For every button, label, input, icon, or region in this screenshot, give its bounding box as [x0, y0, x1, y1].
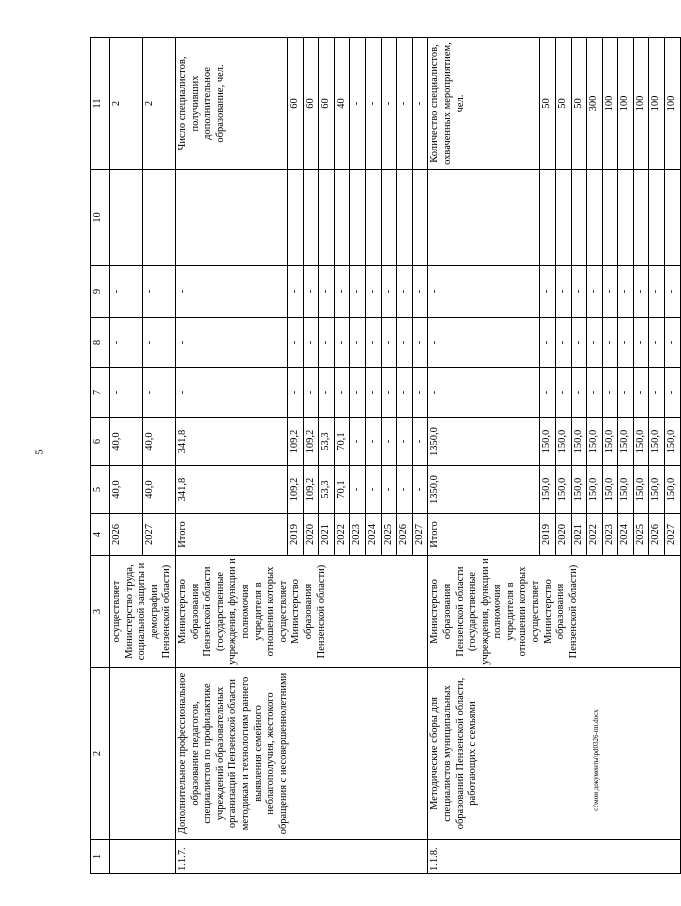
value-cell: 341,8	[175, 418, 287, 466]
value-cell: -	[602, 368, 618, 418]
executor-cell: осуществляет Министерство труда, социальной защиты и демографии Пензенской области)	[110, 556, 176, 668]
value-cell: -	[412, 418, 428, 466]
value-cell: -	[110, 318, 143, 368]
value-cell: 150,0	[633, 466, 649, 514]
value-cell: -	[618, 318, 634, 368]
value-cell: 53,3	[319, 418, 335, 466]
value-cell: -	[319, 266, 335, 318]
value-cell: -	[649, 368, 665, 418]
value-cell: -	[303, 368, 319, 418]
value-cell: -	[381, 418, 397, 466]
empty-cell	[665, 170, 681, 266]
value-cell: -	[350, 318, 366, 368]
value-cell: -	[397, 38, 413, 170]
header-cell: 1	[91, 840, 110, 874]
value-cell: 70,1	[334, 466, 350, 514]
header-row	[91, 38, 110, 874]
section-total-row	[428, 38, 540, 874]
value-cell: -	[303, 318, 319, 368]
value-cell: -	[334, 266, 350, 318]
indicator-name: Количество специалистов, охваченных мероприятием, чел.	[428, 38, 540, 170]
value-cell: 2	[110, 38, 143, 170]
rotated-table-container	[90, 38, 678, 874]
value-cell: 150,0	[555, 466, 571, 514]
value-cell: -	[334, 368, 350, 418]
value-cell: 40,0	[142, 418, 175, 466]
value-cell: 150,0	[540, 418, 556, 466]
empty-cell	[110, 668, 176, 840]
value-cell: 60	[287, 38, 303, 170]
value-cell: 109,2	[303, 418, 319, 466]
header-cell: 6	[91, 418, 110, 466]
value-cell: -	[381, 318, 397, 368]
value-cell: -	[365, 38, 381, 170]
value-cell: -	[540, 368, 556, 418]
value-cell: -	[365, 318, 381, 368]
total-label: Итого	[175, 514, 287, 556]
empty-cell	[540, 170, 556, 266]
value-cell: 150,0	[587, 466, 603, 514]
value-cell: 300	[587, 38, 603, 170]
value-cell: -	[350, 368, 366, 418]
table-row	[110, 38, 143, 874]
value-cell: 53,3	[319, 466, 335, 514]
value-cell: -	[587, 266, 603, 318]
value-cell: -	[175, 266, 287, 318]
empty-cell	[110, 170, 143, 266]
year-cell: 2020	[555, 514, 571, 556]
value-cell: -	[428, 368, 540, 418]
value-cell: -	[287, 368, 303, 418]
year-cell: 2027	[142, 514, 175, 556]
empty-cell	[334, 170, 350, 266]
value-cell: -	[649, 266, 665, 318]
value-cell: 150,0	[602, 418, 618, 466]
section-total-row	[175, 38, 287, 874]
value-cell: -	[412, 368, 428, 418]
value-cell: -	[618, 266, 634, 318]
year-cell: 2022	[334, 514, 350, 556]
header-cell: 4	[91, 514, 110, 556]
value-cell: -	[287, 266, 303, 318]
value-cell: -	[428, 266, 540, 318]
value-cell: -	[428, 318, 540, 368]
page-number: 5	[34, 449, 46, 455]
year-cell: 2024	[618, 514, 634, 556]
value-cell: -	[555, 266, 571, 318]
empty-cell	[412, 170, 428, 266]
value-cell: -	[350, 466, 366, 514]
file-path-footer: c:\мои документы\pd0326-пп.docx	[592, 709, 600, 811]
value-cell: 50	[540, 38, 556, 170]
value-cell: -	[540, 266, 556, 318]
value-cell: -	[350, 38, 366, 170]
value-cell: -	[571, 318, 587, 368]
value-cell: 50	[571, 38, 587, 170]
value-cell: -	[350, 266, 366, 318]
value-cell: -	[540, 318, 556, 368]
section-name: Методические сборы для специалистов муниципальных образований Пензенской области, работающих с семьями	[428, 668, 680, 840]
value-cell: -	[381, 466, 397, 514]
section-name: Дополнительное профессиональное образование педагогов, специалистов по профилактике учреждений образовательных организаций Пензенской области методикам и технологиям раннего выявления семейного неблагополучия, жестокого обращения с несовершеннолетними	[175, 668, 427, 840]
value-cell: -	[142, 266, 175, 318]
value-cell: 109,2	[287, 466, 303, 514]
empty-cell	[287, 170, 303, 266]
value-cell: -	[334, 318, 350, 368]
value-cell: -	[365, 466, 381, 514]
value-cell: -	[350, 418, 366, 466]
value-cell: -	[381, 368, 397, 418]
section-number: 1.1.7.	[175, 840, 427, 874]
value-cell: 150,0	[602, 466, 618, 514]
year-cell: 2024	[365, 514, 381, 556]
value-cell: -	[571, 266, 587, 318]
value-cell: -	[365, 266, 381, 318]
value-cell: 40,0	[142, 466, 175, 514]
value-cell: 150,0	[649, 418, 665, 466]
value-cell: 109,2	[303, 466, 319, 514]
year-cell: 2027	[665, 514, 681, 556]
value-cell: 150,0	[665, 466, 681, 514]
value-cell: 150,0	[540, 466, 556, 514]
value-cell: -	[319, 368, 335, 418]
value-cell: -	[142, 318, 175, 368]
value-cell: 40,0	[110, 466, 143, 514]
value-cell: 100	[649, 38, 665, 170]
value-cell: 150,0	[587, 418, 603, 466]
value-cell: -	[649, 318, 665, 368]
executor-cell: Министерство образования Пензенской области (государственные учреждения, функции и полномочия учредителя в отношении которых осуществляет Министерство образования Пензенской области)	[175, 556, 427, 668]
value-cell: -	[412, 38, 428, 170]
empty-cell	[633, 170, 649, 266]
value-cell: -	[618, 368, 634, 418]
value-cell: -	[587, 368, 603, 418]
value-cell: 100	[618, 38, 634, 170]
year-cell: 2022	[587, 514, 603, 556]
value-cell: 40	[334, 38, 350, 170]
year-cell: 2023	[602, 514, 618, 556]
value-cell: -	[665, 266, 681, 318]
value-cell: 150,0	[571, 418, 587, 466]
empty-cell	[350, 170, 366, 266]
header-cell: 5	[91, 466, 110, 514]
header-cell: 7	[91, 368, 110, 418]
empty-cell	[618, 170, 634, 266]
value-cell: -	[555, 318, 571, 368]
value-cell: -	[633, 368, 649, 418]
header-cell: 11	[91, 38, 110, 170]
header-cell: 9	[91, 266, 110, 318]
value-cell: -	[110, 266, 143, 318]
indicator-name: Число специалистов, получивших дополнительное образование, чел.	[175, 38, 287, 170]
value-cell: -	[175, 368, 287, 418]
value-cell: -	[397, 318, 413, 368]
empty-cell	[319, 170, 335, 266]
year-cell: 2026	[649, 514, 665, 556]
value-cell: -	[397, 368, 413, 418]
empty-cell	[303, 170, 319, 266]
value-cell: 70,1	[334, 418, 350, 466]
value-cell: 150,0	[618, 466, 634, 514]
value-cell: -	[287, 318, 303, 368]
empty-cell	[571, 170, 587, 266]
value-cell: 60	[319, 38, 335, 170]
empty-cell	[602, 170, 618, 266]
year-cell: 2026	[110, 514, 143, 556]
header-cell: 2	[91, 668, 110, 840]
year-cell: 2021	[571, 514, 587, 556]
value-cell: -	[571, 368, 587, 418]
value-cell: -	[303, 266, 319, 318]
value-cell: 2	[142, 38, 175, 170]
value-cell: -	[602, 266, 618, 318]
value-cell: -	[665, 368, 681, 418]
year-cell: 2019	[540, 514, 556, 556]
value-cell: -	[365, 418, 381, 466]
year-cell: 2027	[412, 514, 428, 556]
value-cell: 1350,0	[428, 418, 540, 466]
empty-cell	[649, 170, 665, 266]
year-cell: 2025	[381, 514, 397, 556]
empty-cell	[587, 170, 603, 266]
value-cell: -	[412, 266, 428, 318]
value-cell: -	[412, 318, 428, 368]
empty-cell	[381, 170, 397, 266]
value-cell: -	[555, 368, 571, 418]
section-number: 1.1.8.	[428, 840, 680, 874]
empty-cell	[365, 170, 381, 266]
header-cell: 3	[91, 556, 110, 668]
value-cell: 150,0	[618, 418, 634, 466]
year-cell: 2019	[287, 514, 303, 556]
year-cell: 2025	[633, 514, 649, 556]
value-cell: -	[381, 266, 397, 318]
value-cell: 100	[665, 38, 681, 170]
value-cell: -	[142, 368, 175, 418]
value-cell: -	[633, 266, 649, 318]
value-cell: -	[412, 466, 428, 514]
value-cell: -	[397, 466, 413, 514]
value-cell: -	[365, 368, 381, 418]
value-cell: 60	[303, 38, 319, 170]
value-cell: 150,0	[649, 466, 665, 514]
value-cell: 150,0	[571, 466, 587, 514]
value-cell: 1350,0	[428, 466, 540, 514]
value-cell: -	[633, 318, 649, 368]
empty-cell	[110, 840, 176, 874]
empty-cell	[175, 170, 287, 266]
header-cell: 8	[91, 318, 110, 368]
value-cell: 40,0	[110, 418, 143, 466]
empty-cell	[428, 170, 540, 266]
value-cell: -	[397, 266, 413, 318]
total-label: Итого	[428, 514, 540, 556]
value-cell: 109,2	[287, 418, 303, 466]
value-cell: -	[381, 38, 397, 170]
value-cell: 341,8	[175, 466, 287, 514]
value-cell: -	[319, 318, 335, 368]
value-cell: 150,0	[555, 418, 571, 466]
value-cell: 50	[555, 38, 571, 170]
value-cell: -	[587, 318, 603, 368]
value-cell: -	[397, 418, 413, 466]
empty-cell	[142, 170, 175, 266]
value-cell: 150,0	[633, 418, 649, 466]
year-cell: 2023	[350, 514, 366, 556]
value-cell: 100	[633, 38, 649, 170]
value-cell: -	[175, 318, 287, 368]
year-cell: 2020	[303, 514, 319, 556]
year-cell: 2021	[319, 514, 335, 556]
year-cell: 2026	[397, 514, 413, 556]
empty-cell	[397, 170, 413, 266]
value-cell: 100	[602, 38, 618, 170]
value-cell: -	[602, 318, 618, 368]
empty-cell	[555, 170, 571, 266]
value-cell: -	[110, 368, 143, 418]
value-cell: 150,0	[665, 418, 681, 466]
executor-cell: Министерство образования Пензенской области (государственные учреждения, функции и полномочия учредителя в отношении которых осуществляет Министерство образования Пензенской области)	[428, 556, 680, 668]
header-cell: 10	[91, 170, 110, 266]
value-cell: -	[665, 318, 681, 368]
